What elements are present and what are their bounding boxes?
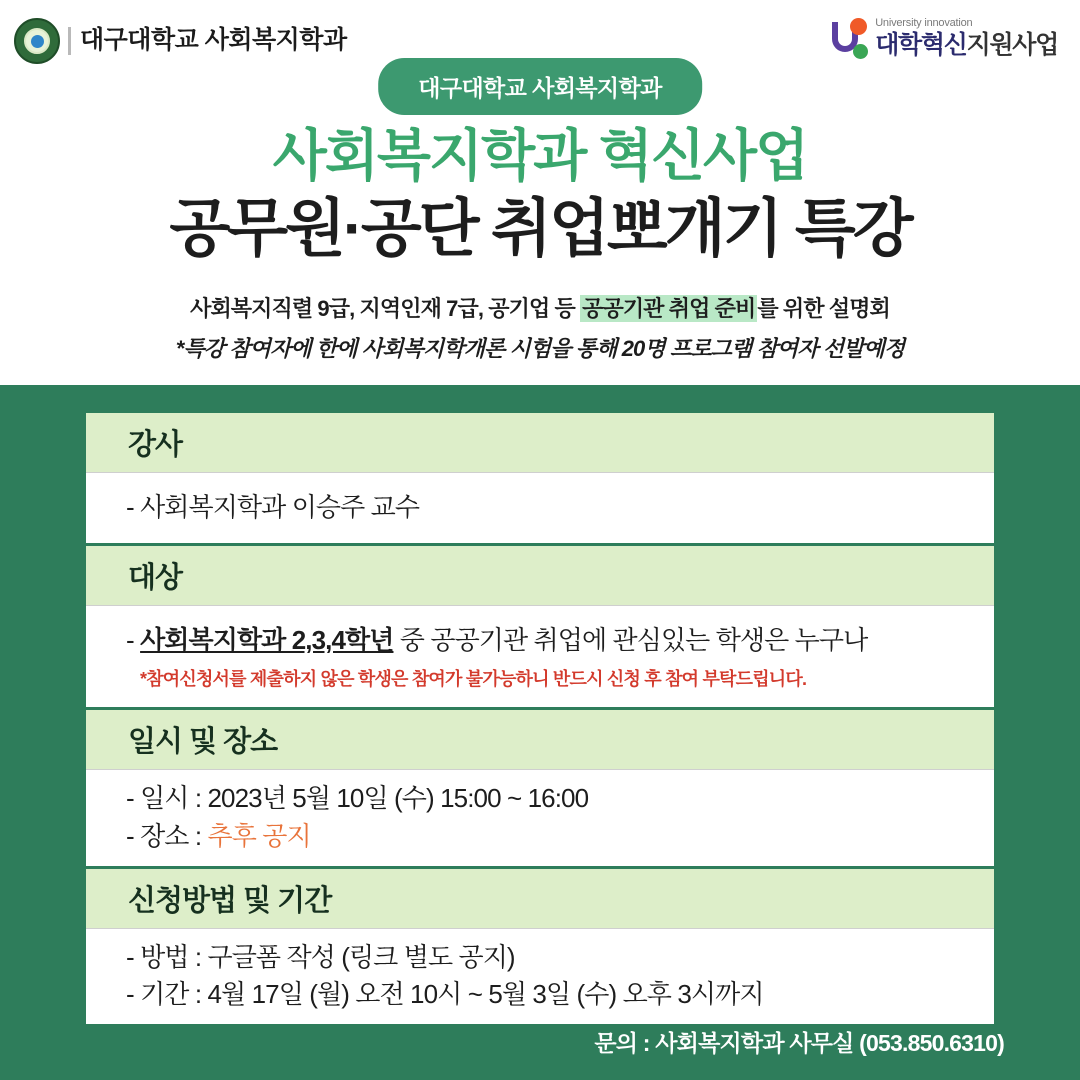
- innovation-program-logo: [826, 16, 1058, 60]
- info-card: [86, 410, 994, 1024]
- innovation-logo-kor-1: 대학혁신: [875, 30, 967, 59]
- innovation-logo-kor-2: 지원사업: [966, 30, 1058, 59]
- section-heading-apply: 신청방법 및 기간: [86, 866, 994, 928]
- place-value: 추후 공지: [207, 821, 311, 852]
- section-body-instructor: [86, 472, 994, 543]
- target-line: [116, 622, 994, 660]
- subtitle-suffix: 를 위한 설명회: [757, 296, 890, 321]
- section-heading-datetime-place: 일시 및 장소: [86, 707, 994, 769]
- subtitle-prefix: 사회복지직렬 9급, 지역인재 7급, 공기업 등: [190, 296, 581, 321]
- place-label: - 장소 :: [126, 821, 208, 852]
- innovation-logo-eng: University innovation: [875, 17, 973, 30]
- target-line-suffix: 중 공공기관 취업에 관심있는 학생은 누구나: [393, 624, 868, 655]
- page-title-line2: 공무원·공단 취업뽀개기 특강: [169, 194, 911, 264]
- poster-body: [0, 385, 1080, 1080]
- department-pill-badge: 대구대학교 사회복지학과: [378, 58, 702, 115]
- instructor-line: - 사회복지학과 이승주 교수: [126, 492, 420, 522]
- section-body-target: [86, 605, 994, 708]
- section-body-datetime-place: [86, 769, 994, 865]
- subtitle-line: [0, 292, 1080, 323]
- subtitle-note: *특강 참여자에 한에 사회복지학개론 시험을 통해 20명 프로그램 참여자 선발예정: [175, 336, 905, 361]
- subtitle-highlight: 공공기관 취업 준비: [582, 296, 756, 321]
- section-body-apply: [86, 928, 994, 1024]
- section-heading-instructor: 강사: [86, 410, 994, 472]
- university-logo: [14, 18, 347, 64]
- contact-info: 문의 : 사회복지학과 사무실 (053.850.6310): [594, 1030, 1004, 1056]
- apply-method-line: - 방법 : 구글폼 작성 (링크 별도 공지): [126, 941, 515, 972]
- innovation-u-icon: [826, 16, 868, 60]
- poster-header: [0, 0, 1080, 385]
- university-seal-icon: [14, 18, 60, 64]
- university-logo-text: 대구대학교 사회복지학과: [68, 27, 347, 55]
- section-heading-target: 대상: [86, 543, 994, 605]
- page-title-line1: 사회복지학과 혁신사업: [272, 124, 808, 187]
- target-warning-note: *참여신청서를 제출하지 않은 학생은 참여가 불가능하니 반드시 신청 후 참여 부탁드립니다.: [140, 669, 807, 690]
- target-line-underline: 사회복지학과 2,3,4학년: [140, 624, 394, 655]
- place-line: [116, 818, 994, 856]
- apply-period-line: - 기간 : 4월 17일 (월) 오전 10시 ~ 5월 3일 (수) 오후 3시까지: [126, 979, 764, 1010]
- target-line-prefix: -: [126, 624, 141, 655]
- datetime-line: - 일시 : 2023년 5월 10일 (수) 15:00 ~ 16:00: [126, 783, 589, 814]
